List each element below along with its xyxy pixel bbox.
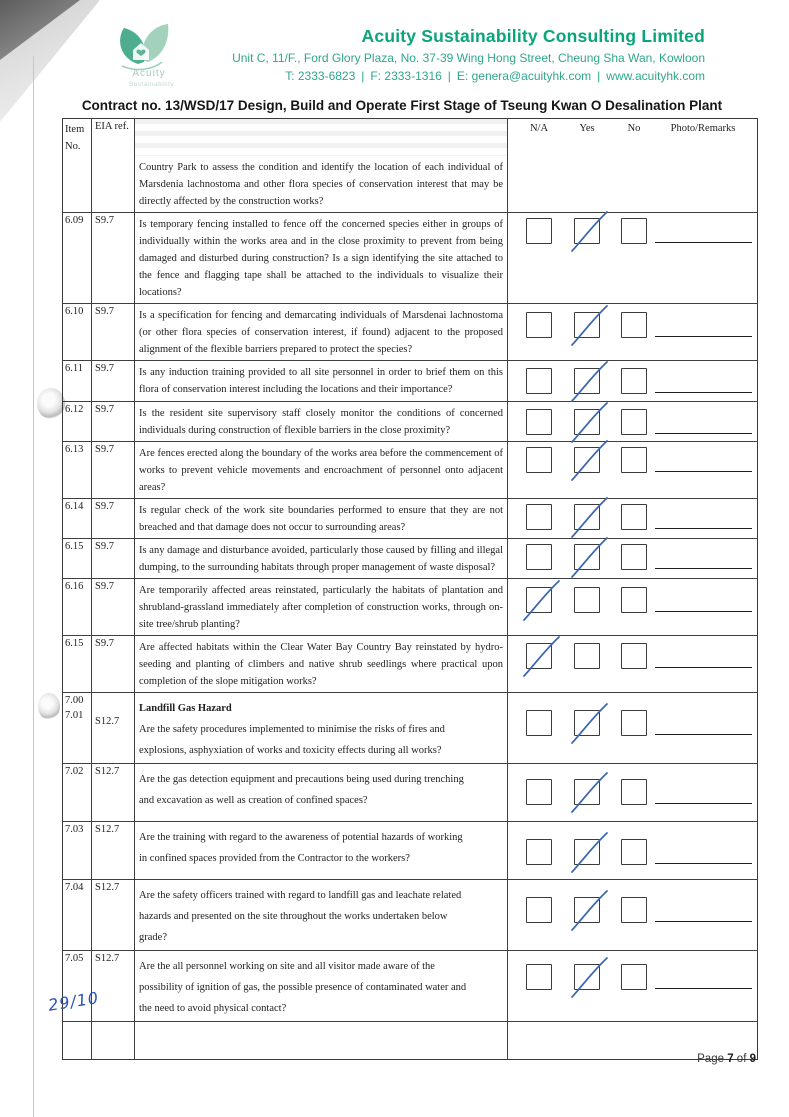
question-text: Are the safety officers trained with regard to landfill gas and leachate related hazards and presented on the site throughout the works undertaken below grade? <box>139 890 462 943</box>
table-row <box>63 763 757 821</box>
page-edge-line <box>33 56 34 1117</box>
no-checkbox[interactable] <box>621 839 647 865</box>
yes-checkbox[interactable] <box>574 897 600 923</box>
logo-wordmark: Acuity <box>132 68 166 79</box>
answers-cell <box>508 951 757 1021</box>
eia-ref-cell: S9.7 <box>92 213 135 303</box>
item-no-cell: 6.16 <box>63 579 92 635</box>
yes-checkbox[interactable] <box>574 544 600 570</box>
table-row <box>63 401 757 441</box>
leaf-logo-icon <box>100 20 210 100</box>
item-no-cell: 7.03 <box>63 822 92 879</box>
table-row <box>63 212 757 303</box>
no-checkbox[interactable] <box>621 504 647 530</box>
item-no-cell: 6.13 <box>63 442 92 498</box>
question-text: Is the resident site supervisory staff closely monitor the conditions of concerned individuals during construction of flexible barriers in the close proximity? <box>139 408 503 436</box>
question-cell <box>135 499 508 538</box>
item-no-cell: 7.00 7.01 <box>63 693 92 763</box>
question-cell <box>135 402 508 441</box>
no-checkbox[interactable] <box>621 964 647 990</box>
checkmark-tick-icon <box>566 956 610 1000</box>
yes-checkbox[interactable] <box>574 710 600 736</box>
answers-cell <box>508 822 757 879</box>
no-checkbox[interactable] <box>621 409 647 435</box>
item-no-cell: 6.12 <box>63 402 92 441</box>
no-checkbox[interactable] <box>621 897 647 923</box>
table-row <box>63 360 757 401</box>
question-text: Country Park to assess the condition and identify the location of each individual of Marsdenia lachnostoma and other flora species of conservation interest that may be directly affected by the construction works? <box>139 162 503 207</box>
na-checkbox[interactable] <box>526 368 552 394</box>
question-cell <box>135 822 508 879</box>
question-cell <box>135 361 508 401</box>
contact-tel: T: 2333-6823 <box>285 69 356 83</box>
table-row <box>63 821 757 879</box>
question-cell <box>135 880 508 950</box>
header-answers <box>508 119 757 156</box>
remarks-blank-line[interactable] <box>655 392 752 393</box>
eia-ref-cell: S9.7 <box>92 636 135 692</box>
yes-checkbox[interactable] <box>574 447 600 473</box>
remarks-blank-line[interactable] <box>655 803 752 804</box>
item-no-cell: 7.02 <box>63 764 92 821</box>
na-checkbox[interactable] <box>526 447 552 473</box>
checkmark-tick-icon <box>566 401 610 445</box>
na-checkbox[interactable] <box>526 779 552 805</box>
checkmark-tick-icon <box>566 889 610 933</box>
na-checkbox[interactable] <box>526 839 552 865</box>
question-text: Are temporarily affected areas reinstated, particularly the habitats of plantation and shrubland-grassland immediately after completion of construction works, through on-site tree/shrub planting? <box>139 585 503 630</box>
remarks-blank-line[interactable] <box>655 921 752 922</box>
item-no-cell <box>63 1022 92 1059</box>
contact-email: E: genera@acuityhk.com <box>456 69 592 83</box>
checkmark-tick-icon <box>518 579 562 623</box>
item-no-cell: 6.15 <box>63 636 92 692</box>
eia-ref-cell: S9.7 <box>92 361 135 401</box>
table-row <box>63 498 757 538</box>
yes-checkbox[interactable] <box>574 643 600 669</box>
yes-checkbox[interactable] <box>574 368 600 394</box>
item-no-cell: 6.10 <box>63 304 92 360</box>
remarks-blank-line[interactable] <box>655 734 752 735</box>
letterhead <box>205 26 705 83</box>
answers-cell <box>508 764 757 821</box>
header-question <box>135 119 508 156</box>
checkmark-tick-icon <box>566 771 610 815</box>
checkmark-tick-icon <box>566 536 610 580</box>
question-text: Is any damage and disturbance avoided, particularly those caused by filling and illegal dumping, to the surrounding habitats through proper management of waste disposal? <box>139 545 503 573</box>
table-row <box>63 635 757 692</box>
yes-checkbox[interactable] <box>574 409 600 435</box>
question-cell <box>135 304 508 360</box>
checkmark-tick-icon <box>518 635 562 679</box>
eia-ref-cell <box>92 156 135 212</box>
table-row <box>63 303 757 360</box>
checkmark-tick-icon <box>566 496 610 540</box>
item-no-cell: 6.11 <box>63 361 92 401</box>
eia-ref-cell: S9.7 <box>92 539 135 578</box>
yes-checkbox[interactable] <box>574 504 600 530</box>
na-checkbox[interactable] <box>526 897 552 923</box>
remarks-blank-line[interactable] <box>655 336 752 337</box>
answers-cell <box>508 579 757 635</box>
table-row <box>63 950 757 1021</box>
remarks-blank-line[interactable] <box>655 568 752 569</box>
question-text: Are the safety procedures implemented to minimise the risks of fires and explosions, asphyxiation of works and toxicity effects during all works? <box>139 724 445 756</box>
checkmark-tick-icon <box>566 831 610 875</box>
table-row <box>63 1021 757 1059</box>
remarks-blank-line[interactable] <box>655 988 752 989</box>
company-contact: T: 2333-6823 | F: 2333-1316 | E: genera@acuityhk.com | www.acuityhk.com <box>285 69 705 83</box>
page-number: Page 7 of 9 <box>697 1053 756 1065</box>
eia-ref-cell: S9.7 <box>92 579 135 635</box>
no-checkbox[interactable] <box>621 368 647 394</box>
table-row <box>63 156 757 212</box>
question-cell <box>135 579 508 635</box>
na-checkbox[interactable] <box>526 643 552 669</box>
document-title: Contract no. 13/WSD/17 Design, Build and Operate First Stage of Tseung Kwan O Desalination Plant <box>81 98 723 113</box>
na-checkbox[interactable] <box>526 504 552 530</box>
question-text: Is temporary fencing installed to fence off the concerned species either in groups of individually within the works area and in the close proximity to prevent from being damaged and disturbed during construction? Is a sign identifying the site attached to the fence and flagging tape shall be attached to the individuals to visualize their locations? <box>139 219 503 298</box>
answers-cell <box>508 499 757 538</box>
answers-cell <box>508 539 757 578</box>
company-name: Acuity Sustainability Consulting Limited <box>361 26 705 46</box>
question-cell <box>135 693 508 763</box>
handwritten-date-note: 29/10 <box>46 988 101 1015</box>
company-logo <box>100 20 210 100</box>
eia-ref-cell: S12.7 <box>92 951 135 1021</box>
item-no-cell: 7.04 <box>63 880 92 950</box>
question-cell <box>135 442 508 498</box>
section-heading: Landfill Gas Hazard <box>139 703 232 714</box>
answers-cell <box>508 213 757 303</box>
remarks-blank-line[interactable] <box>655 433 752 434</box>
question-text: Are fences erected along the boundary of the works area before the commencement of works to prevent vehicle movements and encroachment of personnel onto adjacent areas? <box>139 448 503 493</box>
eia-ref-cell: S9.7 <box>92 499 135 538</box>
table-row <box>63 692 757 763</box>
yes-checkbox[interactable] <box>574 312 600 338</box>
remarks-blank-line[interactable] <box>655 528 752 529</box>
table-row <box>63 879 757 950</box>
header-na: N/A <box>529 123 549 134</box>
question-text: Is any induction training provided to all site personnel in order to brief them on this flora of conservation interest including the locations and their importance? <box>139 367 503 395</box>
answers-cell <box>508 636 757 692</box>
contact-fax: F: 2333-1316 <box>370 69 442 83</box>
no-checkbox[interactable] <box>621 587 647 613</box>
item-no-cell: 7.05 <box>63 951 92 1021</box>
question-cell <box>135 764 508 821</box>
checkmark-tick-icon <box>566 304 610 348</box>
na-checkbox[interactable] <box>526 710 552 736</box>
na-checkbox[interactable] <box>526 409 552 435</box>
question-cell <box>135 539 508 578</box>
hole-punch-mark <box>37 388 65 419</box>
question-cell <box>135 636 508 692</box>
eia-ref-cell: S12.7 <box>92 693 135 763</box>
answers-cell <box>508 156 757 212</box>
eia-ref-cell: S12.7 <box>92 880 135 950</box>
header-photo-remarks: Photo/Remarks <box>670 123 736 134</box>
na-checkbox[interactable] <box>526 544 552 570</box>
question-text: Are the training with regard to the awareness of potential hazards of working in confined spaces provided from the Contractor to the workers? <box>139 832 463 864</box>
table-body <box>63 156 757 1059</box>
no-checkbox[interactable] <box>621 710 647 736</box>
eia-ref-cell: S9.7 <box>92 442 135 498</box>
eia-ref-cell: S12.7 <box>92 764 135 821</box>
table-row <box>63 538 757 578</box>
no-checkbox[interactable] <box>621 312 647 338</box>
answers-cell <box>508 693 757 763</box>
answers-cell <box>508 304 757 360</box>
question-cell <box>135 1022 508 1059</box>
eia-ref-cell: S9.7 <box>92 402 135 441</box>
question-text: Is regular check of the work site boundaries performed to ensure that they are not breached and that damage does not occur to surrounding areas? <box>139 505 503 533</box>
question-cell <box>135 213 508 303</box>
checkmark-tick-icon <box>566 210 610 254</box>
yes-checkbox[interactable] <box>574 779 600 805</box>
question-cell <box>135 951 508 1021</box>
yes-checkbox[interactable] <box>574 587 600 613</box>
header-no: No <box>627 123 641 134</box>
yes-checkbox[interactable] <box>574 964 600 990</box>
no-checkbox[interactable] <box>621 218 647 244</box>
answers-cell <box>508 442 757 498</box>
eia-ref-cell <box>92 1022 135 1059</box>
question-text: Are affected habitats within the Clear Water Bay Country Bay reinstated by hydro-seeding and planting of climbers and native shrub seedlings where practical upon completion of the slope mitigation works? <box>139 642 503 687</box>
na-checkbox[interactable] <box>526 312 552 338</box>
na-checkbox[interactable] <box>526 587 552 613</box>
item-no-cell: 6.15 <box>63 539 92 578</box>
checkmark-tick-icon <box>566 439 610 483</box>
logo-tagline: Sustainability <box>128 81 175 88</box>
table-header-row <box>63 119 757 156</box>
answers-cell <box>508 361 757 401</box>
remarks-blank-line[interactable] <box>655 611 752 612</box>
header-eia-ref: EIA ref. <box>92 119 135 156</box>
checklist-table <box>62 118 758 1060</box>
question-text: Are the all personnel working on site and all visitor made aware of the possibility of ignition of gas, the possible presence of contaminated water and the need to avoid physical contact? <box>139 961 467 1014</box>
table-row <box>63 441 757 498</box>
remarks-blank-line[interactable] <box>655 471 752 472</box>
question-cell <box>135 156 508 212</box>
item-no-cell: 6.09 <box>63 213 92 303</box>
item-no-cell <box>63 156 92 212</box>
hole-punch-mark <box>38 693 60 720</box>
question-text: Is a specification for fencing and demarcating individuals of Marsdenai lachnostoma (or other flora species of conservation interest, if found) adjacent to the proposed alignment of the flexible barriers prepared to protect the species? <box>139 310 503 355</box>
item-no-cell: 6.14 <box>63 499 92 538</box>
no-checkbox[interactable] <box>621 544 647 570</box>
header-item-no: Item No. <box>63 119 92 156</box>
answers-cell <box>508 402 757 441</box>
no-checkbox[interactable] <box>621 779 647 805</box>
no-checkbox[interactable] <box>621 447 647 473</box>
header-yes: Yes <box>579 123 595 134</box>
checkmark-tick-icon <box>566 702 610 746</box>
na-checkbox[interactable] <box>526 964 552 990</box>
remarks-blank-line[interactable] <box>655 242 752 243</box>
eia-ref-cell: S12.7 <box>92 822 135 879</box>
na-checkbox[interactable] <box>526 218 552 244</box>
table-row <box>63 578 757 635</box>
eia-ref-cell: S9.7 <box>92 304 135 360</box>
company-address: Unit C, 11/F., Ford Glory Plaza, No. 37-39 Wing Hong Street, Cheung Sha Wan, Kowloon <box>232 51 705 65</box>
remarks-blank-line[interactable] <box>655 863 752 864</box>
contact-website: www.acuityhk.com <box>606 69 705 83</box>
yes-checkbox[interactable] <box>574 839 600 865</box>
answers-cell <box>508 880 757 950</box>
question-text: Are the gas detection equipment and precautions being used during trenching and excavation as well as creation of confined spaces? <box>139 774 464 806</box>
remarks-blank-line[interactable] <box>655 667 752 668</box>
yes-checkbox[interactable] <box>574 218 600 244</box>
checkmark-tick-icon <box>566 360 610 404</box>
no-checkbox[interactable] <box>621 643 647 669</box>
